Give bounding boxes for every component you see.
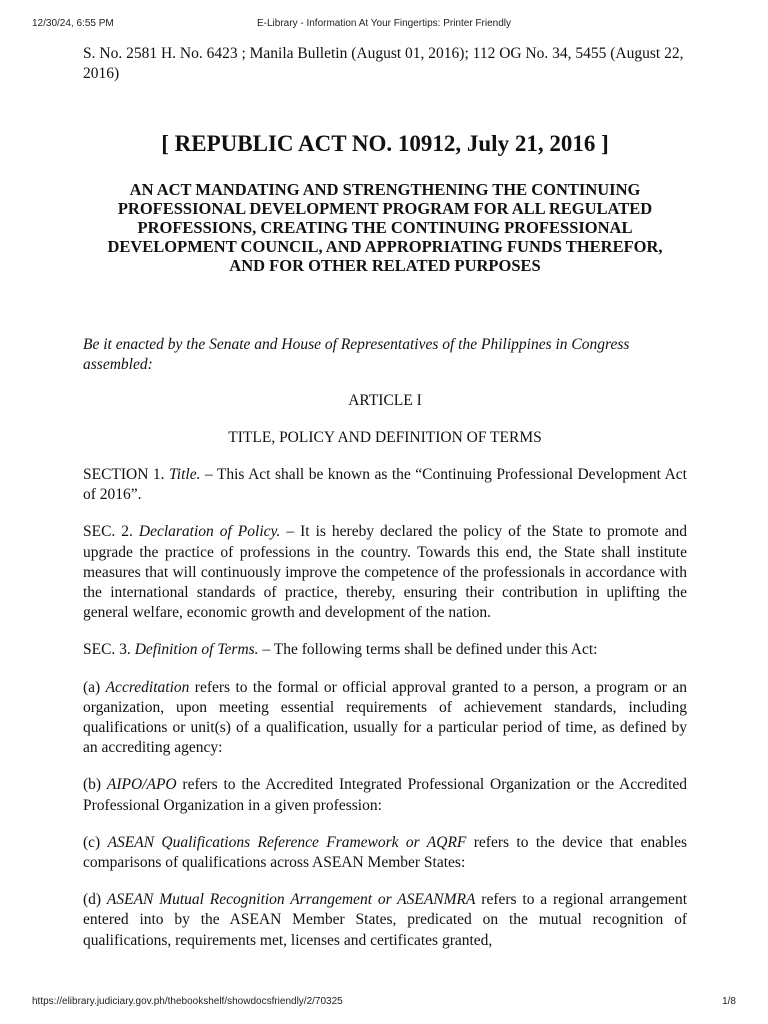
section-3-heading: Definition of Terms. (134, 641, 259, 659)
print-page-number: 1/8 (722, 996, 736, 1007)
article-number: ARTICLE I (348, 392, 422, 409)
definition-b-term: AIPO/APO (106, 776, 177, 794)
section-1 (83, 465, 687, 505)
section-1-body: – This Act shall be known as the “Continuing Professional Development Act of 2016”. (83, 466, 687, 504)
republic-act-title: [ REPUBLIC ACT NO. 10912, July 21, 2016 ] (161, 131, 609, 156)
definition-b-body: refers to the Accredited Integrated Professional Organization or the Accredited Professional Organization in a given profession: (83, 776, 688, 814)
definition-c (83, 833, 687, 873)
document-body (83, 44, 687, 951)
definition-a-term: Accreditation (105, 678, 190, 696)
act-title: AN ACT MANDATING AND STRENGTHENING THE CONTINUING PROFESSIONAL DEVELOPMENT PROGRAM FOR ALL REGULATED PROFESSIONS, CREATING THE CONTINUING PROFESSIONAL DEVELOPMENT COUNCIL, AND APPROPRIATING FUNDS THEREFOR, AND FOR OTHER RELATED PURPOSES (107, 180, 663, 275)
print-datetime: 12/30/24, 6:55 PM (32, 18, 114, 29)
section-3-body: – The following terms shall be defined under this Act: (258, 641, 598, 659)
print-page-title: E-Library - Information At Your Fingertips: Printer Friendly (257, 18, 511, 29)
definition-d-body: refers to a regional arrangement entered into by the ASEAN Member States, predicated on the mutual recognition of qualifications, requirements met, licenses and certificates granted, (83, 891, 687, 949)
definition-c-term: ASEAN Qualifications Reference Framework or AQRF (107, 833, 467, 851)
definition-d (83, 890, 687, 951)
section-1-heading: Title. (169, 466, 201, 483)
enacting-clause: Be it enacted by the Senate and House of Representatives of the Philippines in Congress assembled: (83, 336, 630, 373)
print-header (32, 18, 736, 32)
definition-a-prefix: (a) (83, 678, 106, 696)
print-footer (32, 996, 736, 1010)
definition-a (83, 678, 687, 759)
section-2 (83, 522, 687, 623)
print-url: https://elibrary.judiciary.gov.ph/thebookshelf/showdocsfriendly/2/70325 (32, 996, 343, 1007)
definition-c-prefix: (c) (83, 833, 108, 851)
section-3-prefix: SEC. 3. (83, 641, 135, 659)
definition-b (83, 775, 687, 815)
section-2-prefix: SEC. 2. (83, 523, 139, 541)
definition-a-body: refers to the formal or official approval granted to a person, a program or an organization, upon meeting essential requirements of achievement standards, including qualifications or unit(s) of a qualification, usually for a particular period of time, as defined by an accrediting agency: (83, 678, 687, 757)
definition-c-body: refers to the device that enables comparisons of qualifications across ASEAN Member States: (83, 833, 688, 872)
section-1-prefix: SECTION 1. (83, 466, 170, 483)
definition-d-prefix: (d) (83, 891, 107, 909)
section-2-body: – It is hereby declared the policy of the State to promote and upgrade the practice of professions in the country. Towards this end, the State shall institute measures that will continuously improve the competence of the professionals in accordance with the international standards of practice, thereby, ensuring their contribution in uplifting the general welfare, economic growth and development of the nation. (83, 523, 687, 622)
section-2-heading: Declaration of Policy. (138, 523, 281, 541)
definition-d-term: ASEAN Mutual Recognition Arrangement or ASEANMRA (106, 891, 476, 909)
document-meta: S. No. 2581 H. No. 6423 ; Manila Bulletin (August 01, 2016); 112 OG No. 34, 5455 (August 22, 2016) (83, 45, 684, 82)
section-3 (83, 640, 687, 660)
definition-b-prefix: (b) (83, 776, 107, 794)
article-title: TITLE, POLICY AND DEFINITION OF TERMS (228, 429, 542, 446)
